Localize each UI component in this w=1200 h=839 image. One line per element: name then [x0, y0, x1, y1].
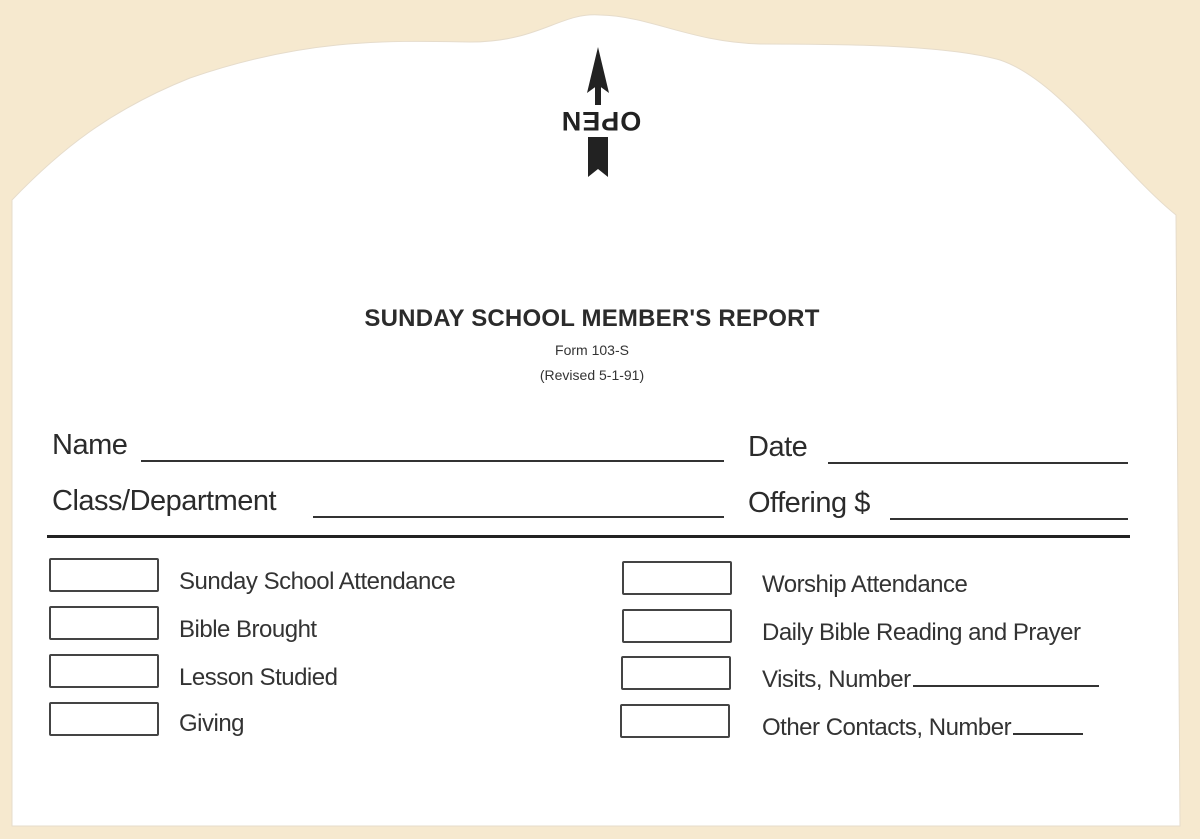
daily-bible-reading-box[interactable]	[622, 609, 732, 643]
visits-number-label: Visits, Number	[762, 666, 911, 693]
sunday-school-attendance-label: Sunday School Attendance	[179, 568, 456, 595]
worship-attendance-label: Worship Attendance	[762, 571, 968, 598]
offering-label: Offering $	[748, 487, 870, 519]
class-department-label: Class/Department	[52, 485, 277, 517]
lesson-studied-label: Lesson Studied	[179, 664, 338, 691]
other-contacts-field[interactable]	[1013, 733, 1083, 735]
lesson-studied-box[interactable]	[49, 654, 159, 688]
form-title: SUNDAY SCHOOL MEMBER'S REPORT	[364, 305, 820, 332]
sunday-school-attendance-box[interactable]	[49, 558, 159, 592]
worship-attendance-box[interactable]	[622, 561, 732, 595]
name-label: Name	[52, 429, 128, 461]
date-field[interactable]	[828, 462, 1128, 464]
date-label: Date	[748, 431, 808, 463]
form-revised-date: (Revised 5-1-91)	[539, 367, 645, 383]
bible-brought-label: Bible Brought	[179, 616, 317, 643]
offering-field[interactable]	[890, 518, 1128, 520]
giving-label: Giving	[179, 710, 245, 737]
giving-box[interactable]	[49, 702, 159, 736]
divider-rule	[47, 535, 1130, 538]
name-field[interactable]	[141, 460, 724, 462]
other-contacts-row	[762, 714, 1083, 742]
daily-bible-reading-label: Daily Bible Reading and Prayer	[762, 619, 1081, 646]
class-department-field[interactable]	[313, 516, 724, 518]
visits-number-row	[762, 666, 1099, 694]
open-label: OPEN	[560, 106, 642, 136]
other-contacts-box[interactable]	[620, 704, 730, 738]
visits-number-box[interactable]	[621, 656, 731, 690]
other-contacts-label: Other Contacts, Number	[762, 714, 1012, 741]
form-number: Form 103-S	[555, 342, 629, 358]
visits-number-field[interactable]	[913, 685, 1099, 687]
bible-brought-box[interactable]	[49, 606, 159, 640]
